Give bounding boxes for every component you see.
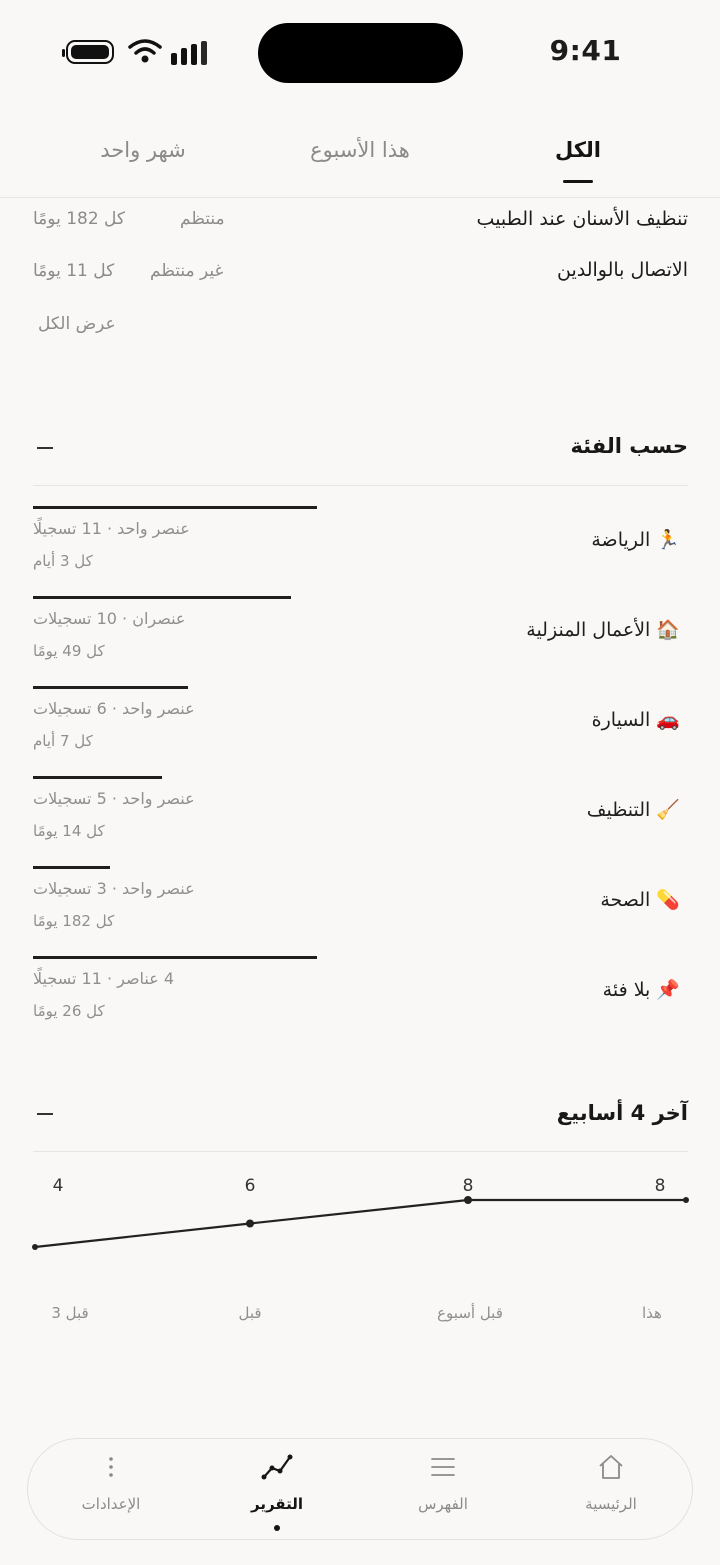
active-indicator — [274, 1525, 280, 1531]
list-icon — [429, 1453, 457, 1481]
nav-label: الفهرس — [418, 1495, 468, 1513]
x-tick-label: قبل — [238, 1304, 262, 1322]
category-label: بلا فئة — [602, 979, 651, 1001]
category-interval: كل 3 أيام — [33, 552, 93, 570]
category-bar — [33, 956, 317, 959]
divider — [0, 197, 720, 198]
signal-icon — [171, 41, 211, 65]
nav-report[interactable] — [202, 1439, 352, 1539]
category-interval: كل 7 أيام — [33, 732, 93, 750]
chart-svg — [0, 1160, 720, 1280]
wifi-icon — [128, 38, 162, 64]
status-time: 9:41 — [549, 34, 622, 67]
category-name — [592, 708, 680, 731]
bottom-nav — [27, 1438, 693, 1540]
category-emoji-icon: 🧹 — [656, 799, 680, 821]
category-bar — [33, 686, 188, 689]
category-emoji-icon: 💊 — [656, 889, 680, 911]
category-bar — [33, 866, 110, 869]
data-label: 8 — [654, 1176, 666, 1196]
category-details: عنصر واحد · 6 تسجيلات — [33, 699, 195, 718]
x-tick-label: هذا — [642, 1304, 662, 1322]
category-details: عنصر واحد · 11 تسجيلًا — [33, 519, 190, 538]
category-label: الأعمال المنزلية — [526, 619, 651, 641]
data-label: 6 — [244, 1176, 256, 1196]
collapse-weeks-button[interactable] — [37, 1113, 53, 1115]
category-bar — [33, 506, 317, 509]
data-point — [464, 1196, 472, 1204]
category-interval: كل 49 يومًا — [33, 642, 105, 660]
section-title-weeks: آخر 4 أسابيع — [556, 1101, 688, 1125]
data-label: 4 — [52, 1176, 64, 1196]
dynamic-island — [258, 23, 463, 83]
category-details: عنصر واحد · 3 تسجيلات — [33, 879, 195, 898]
x-tick-label: قبل 3 — [51, 1304, 89, 1322]
item-status: منتظم — [180, 209, 225, 229]
tab-this-week[interactable]: هذا الأسبوع — [310, 138, 410, 162]
category-bar — [33, 596, 291, 599]
item-interval: كل 182 يومًا — [33, 209, 126, 229]
item-title: الاتصال بالوالدين — [557, 259, 688, 281]
home-icon — [597, 1453, 625, 1481]
category-name — [591, 528, 680, 551]
data-point — [32, 1244, 38, 1250]
divider — [33, 1151, 688, 1152]
category-emoji-icon: 🚗 — [656, 709, 680, 731]
tab-one-month[interactable]: شهر واحد — [100, 138, 186, 162]
category-details: 4 عناصر · 11 تسجيلًا — [33, 969, 175, 988]
category-label: الرياضة — [591, 529, 651, 551]
category-bar — [33, 776, 162, 779]
battery-icon — [66, 40, 114, 64]
nav-home[interactable] — [536, 1439, 686, 1539]
series-line — [35, 1200, 686, 1247]
nav-label: الرئيسية — [585, 1495, 637, 1513]
x-tick-label: قبل أسبوع — [437, 1304, 503, 1322]
more-vertical-icon — [106, 1453, 116, 1481]
chart-icon — [261, 1453, 293, 1481]
nav-settings[interactable] — [36, 1439, 186, 1539]
nav-index[interactable] — [368, 1439, 518, 1539]
item-status: غير منتظم — [150, 261, 224, 281]
item-interval: كل 11 يومًا — [33, 261, 115, 281]
category-interval: كل 26 يومًا — [33, 1002, 105, 1020]
category-name — [526, 618, 680, 641]
category-label: التنظيف — [586, 799, 651, 821]
nav-label: الإعدادات — [81, 1495, 141, 1513]
category-label: الصحة — [600, 889, 651, 911]
category-interval: كل 182 يومًا — [33, 912, 115, 930]
data-point — [246, 1220, 254, 1228]
category-name — [587, 798, 680, 821]
category-details: عنصر واحد · 5 تسجيلات — [33, 789, 195, 808]
tab-all[interactable]: الكل — [554, 138, 602, 162]
category-interval: كل 14 يومًا — [33, 822, 105, 840]
nav-label: التقرير — [251, 1495, 303, 1513]
data-point — [683, 1197, 689, 1203]
category-label: السيارة — [591, 709, 651, 731]
category-emoji-icon: 📌 — [656, 979, 680, 1001]
active-tab-indicator — [563, 180, 593, 183]
section-title-category: حسب الفئة — [570, 434, 688, 458]
category-name — [603, 978, 680, 1001]
collapse-category-button[interactable] — [37, 447, 53, 449]
divider — [33, 485, 688, 486]
show-all-link[interactable]: عرض الكل — [38, 314, 116, 334]
item-title: تنظيف الأسنان عند الطبيب — [476, 208, 688, 230]
category-details: عنصران · 10 تسجيلات — [33, 609, 186, 628]
category-emoji-icon: 🏃 — [656, 529, 680, 551]
category-name — [600, 888, 680, 911]
data-label: 8 — [462, 1176, 474, 1196]
category-emoji-icon: 🏠 — [656, 619, 680, 641]
